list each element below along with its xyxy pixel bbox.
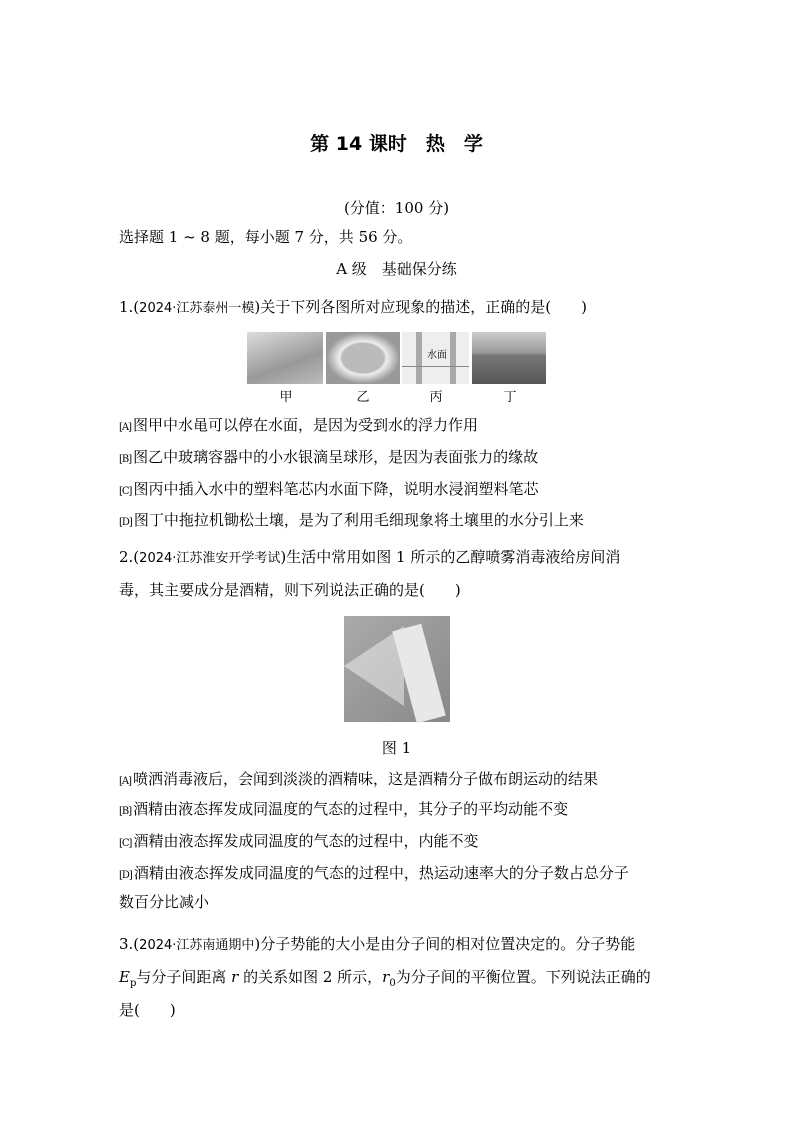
- q2-option-b: [B] 酒精由液态挥发成同温度的气态的过程中，其分子的平均动能不变: [119, 800, 569, 818]
- q2-option-d: [D] 酒精由液态挥发成同温度的气态的过程中，热运动速率大的分子数占总分子: [119, 864, 629, 882]
- q1-option-b: [B] 图乙中玻璃容器中的小水银滴呈球形，是因为表面张力的缘故: [119, 448, 539, 466]
- q2-option-a: [A] 喷洒消毒液后，会闻到淡淡的酒精味，这是酒精分子做布朗运动的结果: [119, 770, 599, 788]
- q1-option-a: [A] 图甲中水黾可以停在水面，是因为受到水的浮力作用: [119, 416, 479, 434]
- q3-stem-end: 是( ): [119, 1001, 176, 1019]
- instructions: 选择题 1 ~ 8 题，每小题 7 分，共 56 分。: [119, 228, 413, 246]
- image-label: 乙: [356, 390, 370, 405]
- image-mercury-dish: [326, 332, 400, 384]
- image-label: 丙: [429, 390, 443, 405]
- q1-option-c: [C] 图丙中插入水中的塑料笔芯内水面下降，说明水浸润塑料笔芯: [119, 480, 539, 498]
- q1-option-d: [D] 图丁中拖拉机锄松土壤，是为了利用毛细现象将土壤里的水分引上来: [119, 511, 584, 529]
- q2-option-c: [C] 酒精由液态挥发成同温度的气态的过程中，内能不变: [119, 832, 479, 850]
- section-heading: A 级 基础保分练: [336, 260, 457, 278]
- q3-stem-cont: $E_p$与分子间距离 r 的关系如图 2 所示，$r_0$为分子间的平衡位置。下列说法正确的: [119, 968, 651, 989]
- image-label: 丁: [503, 390, 517, 405]
- q3-stem: 3.(2024·江苏南通期中)分子势能的大小是由分子间的相对位置决定的。分子势能: [119, 935, 636, 953]
- q2-option-d-cont: 数百分比减小: [119, 893, 210, 911]
- image-pen-refill: [402, 332, 469, 384]
- water-surface-label: 水面: [427, 350, 447, 361]
- q2-stem-cont: 毒，其主要成分是酒精，则下列说法正确的是( ): [119, 581, 461, 599]
- image-spray-bottle: [344, 616, 450, 722]
- image-tractor-field: [472, 332, 546, 384]
- q1-stem: 1.(2024·江苏泰州一模)关于下列各图所对应现象的描述，正确的是( ): [119, 298, 587, 316]
- image-water-strider: [247, 332, 323, 384]
- page-title: 第 14 课时 热 学: [310, 133, 483, 155]
- score-note: (分值：100 分): [343, 199, 450, 217]
- figure-caption: 图 1: [381, 739, 412, 757]
- q2-stem: 2.(2024·江苏淮安开学考试)生活中常用如图 1 所示的乙醇喷雾消毒液给房间消: [119, 548, 621, 566]
- image-label: 甲: [279, 390, 293, 405]
